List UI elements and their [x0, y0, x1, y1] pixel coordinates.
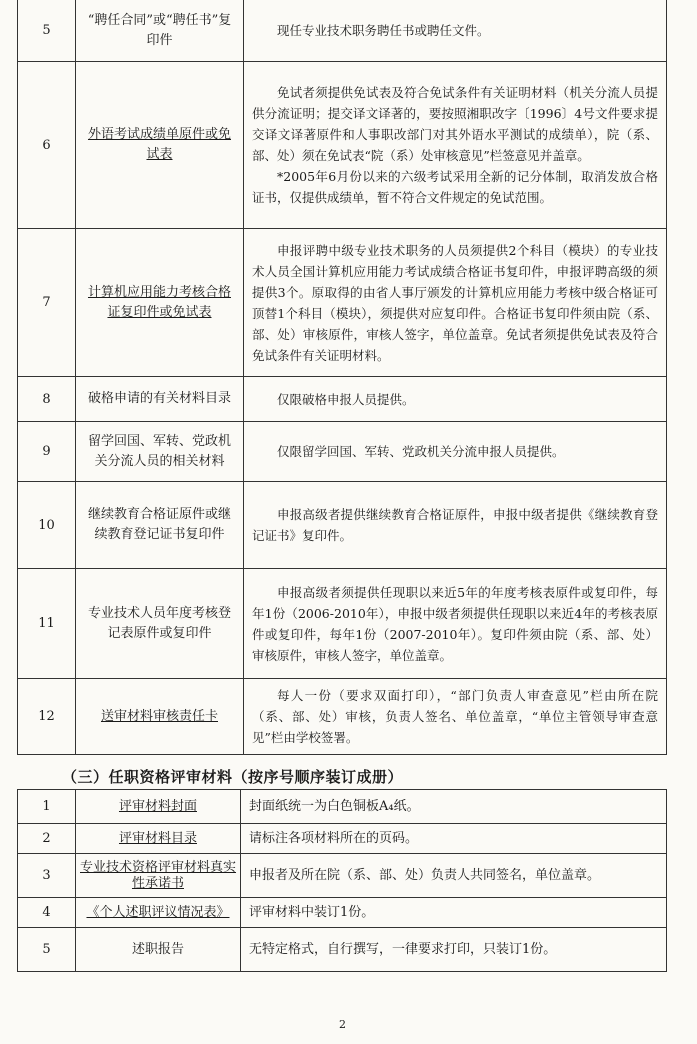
- item-description: 仅限破格申报人员提供。: [244, 377, 667, 422]
- row-number: 4: [18, 898, 76, 928]
- page-number: 2: [339, 1018, 346, 1031]
- item-description: 无特定格式，自行撰写，一律要求打印，只装订1份。: [241, 928, 667, 972]
- row-number: 8: [18, 377, 76, 422]
- item-description: 评审材料中装订1份。: [241, 898, 667, 928]
- item-name: 送审材料审核责任卡: [76, 679, 244, 755]
- table-row: [18, 679, 667, 755]
- item-name: 《个人述职评议情况表》: [76, 898, 241, 928]
- table-row: [18, 928, 667, 972]
- table-row: [18, 824, 667, 854]
- section-title: （三）任职资格评审材料（按序号顺序装订成册）: [62, 768, 404, 786]
- item-description: 现任专业技术职务聘任书或聘任文件。: [244, 0, 667, 62]
- table-row: [18, 898, 667, 928]
- materials-table-2: [17, 0, 667, 755]
- row-number: 9: [18, 422, 76, 482]
- row-number: 5: [18, 928, 76, 972]
- table-row: [18, 0, 667, 62]
- row-number: 3: [18, 854, 76, 898]
- table-row: [18, 229, 667, 377]
- table-row: [18, 854, 667, 898]
- item-description: 请标注各项材料所在的页码。: [241, 824, 667, 854]
- item-description: 申报者及所在院（系、部、处）负责人共同签名，单位盖章。: [241, 854, 667, 898]
- row-number: 6: [18, 62, 76, 229]
- table-row: [18, 569, 667, 679]
- item-name: 继续教育合格证原件或继续教育登记证书复印件: [76, 482, 244, 569]
- table-row: [18, 377, 667, 422]
- item-name: 计算机应用能力考核合格证复印件或免试表: [76, 229, 244, 377]
- item-description: 申报评聘中级专业技术职务的人员须提供2个科目（模块）的专业技术人员全国计算机应用能力考试成绩合格证书复印件，申报评聘高级的须提供3个。原取得的由省人事厅颁发的计算机应用能力考核中级合格证可顶替1个科目（模块），须提供对应复印件。合格证书复印件须由院（系、部、处）审核原件，审核人签字，单位盖章。免试者须提供免试表及符合免试条件有关证明材料。: [244, 229, 667, 377]
- row-number: 1: [18, 790, 76, 824]
- table-row: [18, 482, 667, 569]
- item-name: 述职报告: [76, 928, 241, 972]
- review-materials-table: [17, 789, 667, 972]
- item-description: 免试者须提供免试表及符合免试条件有关证明材料（机关分流人员提供分流证明；提交译文译著的，要按照湘职改字〔1996〕4号文件要求提交译文译著原件和人事职改部门对其外语水平测试的成绩单），院（系、部、处）须在免试表“院（系）处审核意见”栏签意见并盖章。 *2005年6月份以来的六级考试采用全新的记分体制，取消发放合格证书，仅提供成绩单，暂不符合文件规定的免试范围。: [244, 62, 667, 229]
- item-description: 申报高级者提供继续教育合格证原件，申报中级者提供《继续教育登记证书》复印件。: [244, 482, 667, 569]
- row-number: 7: [18, 229, 76, 377]
- row-number: 11: [18, 569, 76, 679]
- table-row: [18, 790, 667, 824]
- table-row: [18, 422, 667, 482]
- row-number: 12: [18, 679, 76, 755]
- item-name: “聘任合同”或“聘任书”复印件: [76, 0, 244, 62]
- item-description: 申报高级者须提供任现职以来近5年的年度考核表原件或复印件，每年1份（2006-2010年），申报中级者须提供任现职以来近4年的考核表原件或复印件，每年1份（2007-2010年）。复印件须由院（系、部、处）审核原件，审核人签字，单位盖章。: [244, 569, 667, 679]
- item-name: 评审材料目录: [76, 824, 241, 854]
- item-name: 评审材料封面: [76, 790, 241, 824]
- row-number: 2: [18, 824, 76, 854]
- item-name: 破格申请的有关材料目录: [76, 377, 244, 422]
- item-name: 专业技术人员年度考核登记表原件或复印件: [76, 569, 244, 679]
- item-description: 封面纸统一为白色铜板A₄纸。: [241, 790, 667, 824]
- item-name: 留学回国、军转、党政机关分流人员的相关材料: [76, 422, 244, 482]
- item-description: 仅限留学回国、军转、党政机关分流申报人员提供。: [244, 422, 667, 482]
- row-number: 5: [18, 0, 76, 62]
- item-description: 每人一份（要求双面打印），“部门负责人审查意见”栏由所在院（系、部、处）审核，负责人签名、单位盖章，“单位主管领导审查意见”栏由学校签署。: [244, 679, 667, 755]
- table-row: [18, 62, 667, 229]
- item-name: 外语考试成绩单原件或免试表: [76, 62, 244, 229]
- row-number: 10: [18, 482, 76, 569]
- item-name: 专业技术资格评审材料真实性承诺书: [76, 854, 241, 898]
